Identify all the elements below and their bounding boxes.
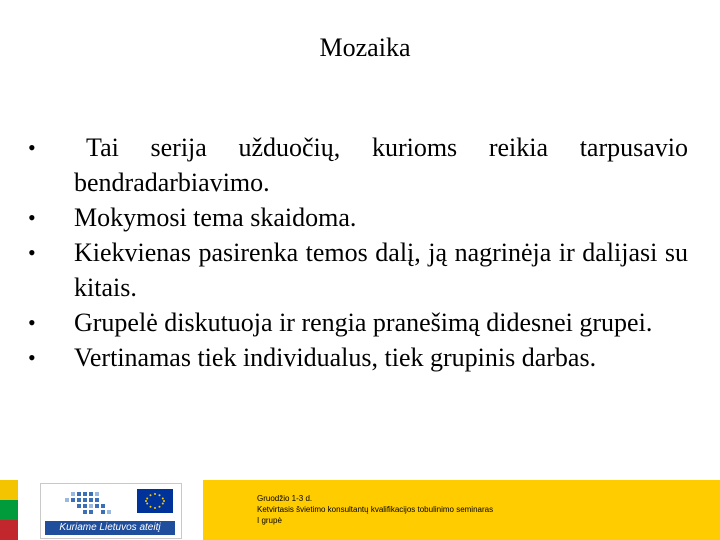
footer-date: Gruodžio 1-3 d. (257, 494, 313, 503)
bullet-item (28, 130, 688, 200)
footer-group: I grupė (257, 516, 282, 525)
bullet-text: Kiekvienas pasirenka temos dalį, ją nagrinėja ir dalijasi su kitais. (74, 238, 688, 302)
bullet-list (28, 130, 688, 375)
bullet-text: Vertinamas tiek individualus, tiek grupinis darbas. (74, 343, 597, 372)
bullet-item (28, 305, 688, 340)
bullet-dot-icon: • (28, 135, 36, 160)
bullet-dot-icon: • (28, 205, 36, 230)
footer-text (257, 493, 493, 526)
bullet-text: Tai serija užduočių, kurioms reikia tarpusavio bendradarbiavimo. (74, 133, 688, 197)
bullet-item (28, 340, 688, 375)
bullet-item (28, 200, 688, 235)
bullet-dot-icon: • (28, 345, 36, 370)
bullet-dot-icon: • (28, 310, 36, 335)
slide-title: Mozaika (319, 33, 411, 62)
lithuanian-flag-icon (0, 480, 18, 540)
bullet-dot-icon: • (28, 240, 36, 265)
bullet-text: Mokymosi tema skaidoma. (74, 203, 357, 232)
bullet-item (28, 235, 688, 305)
logo-slogan: Kuriame Lietuvos ateitį (45, 521, 175, 535)
slide-footer (0, 480, 720, 540)
bullet-text: Grupelė diskutuoja ir rengia pranešimą didesnei grupei. (74, 308, 653, 337)
sponsor-logo (40, 483, 182, 539)
eu-flag-icon (137, 489, 173, 513)
footer-seminar: Ketvirtasis švietimo konsultantų kvalifikacijos tobulinimo seminaras (257, 505, 494, 514)
grid-logo-icon (63, 490, 123, 518)
